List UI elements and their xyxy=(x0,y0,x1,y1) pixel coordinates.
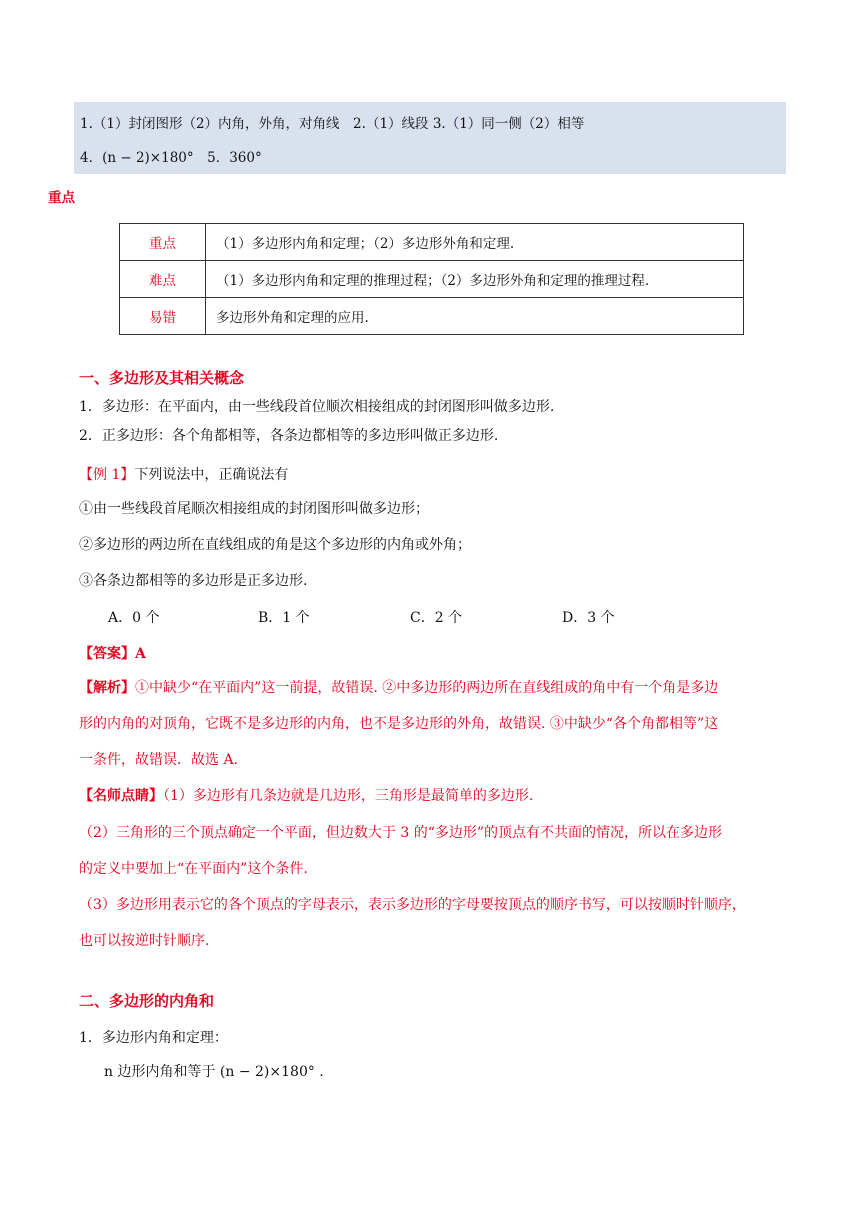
analysis-line-1 xyxy=(79,677,718,697)
answer-line-2: 4．(n − 2)×180° 5．360° xyxy=(80,150,262,166)
statement-1: ①由一些线段首尾顺次相接组成的封闭图形叫做多边形； xyxy=(79,501,429,517)
analysis-line-2: 形的内角的对顶角，它既不是多边形的内角，也不是多边形的外角，故错误. ③中缺少“各个角都相等”这 xyxy=(79,716,719,732)
statement-2: ②多边形的两边所在直线组成的角是这个多边形的内角或外角； xyxy=(79,537,471,553)
tip-line-1 xyxy=(79,785,533,805)
answer-box xyxy=(74,102,786,174)
example-tag: 【例 1】 xyxy=(79,467,135,483)
key-points-title: 重点 xyxy=(48,190,75,206)
analysis-line-3: 一条件，故错误．故选 A. xyxy=(79,752,239,768)
row-text: （1）多边形内角和定理；（2）多边形外角和定理. xyxy=(206,224,744,261)
table-row xyxy=(120,261,744,298)
key-points-table xyxy=(119,223,744,335)
statement-3: ③各条边都相等的多边形是正多边形. xyxy=(79,573,308,589)
section2-heading: 二、多边形的内角和 xyxy=(79,992,215,1010)
answer-line-1: 1.（1）封闭图形（2）内角，外角，对角线 2.（1）线段 3.（1）同一侧（2）相等 xyxy=(80,116,585,132)
theorem-title: 1．多边形内角和定理： xyxy=(79,1030,228,1046)
analysis-text: ①中缺少“在平面内”这一前提，故错误. ②中多边形的两边所在直线组成的角中有一个角是多边 xyxy=(135,680,719,696)
choice-c: C．2 个 xyxy=(410,610,463,626)
tip-3-line-1: （3）多边形用表示它的各个顶点的字母表示，表示多边形的字母要按顶点的顺序书写，可以按顺时针顺序， xyxy=(79,897,746,913)
theorem-formula: n 边形内角和等于 (n − 2)×180° . xyxy=(104,1064,324,1080)
definition-polygon: 1．多边形：在平面内，由一些线段首位顺次相接组成的封闭图形叫做多边形. xyxy=(79,399,555,415)
answer-tag: 【答案】 xyxy=(79,646,135,662)
row-text: （1）多边形内角和定理的推理过程；（2）多边形外角和定理的推理过程. xyxy=(206,261,744,298)
tip-text: （1）多边形有几条边就是几边形，三角形是最简单的多边形. xyxy=(163,788,534,804)
answer-line xyxy=(79,643,146,663)
tip-3-line-2: 也可以按逆时针顺序. xyxy=(79,933,210,949)
row-label: 重点 xyxy=(120,224,206,261)
table-row xyxy=(120,224,744,261)
definition-regular-polygon: 2．正多边形：各个角都相等，各条边都相等的多边形叫做正多边形. xyxy=(79,428,499,444)
choice-b: B．1 个 xyxy=(258,610,310,626)
row-label: 难点 xyxy=(120,261,206,298)
section1-heading: 一、多边形及其相关概念 xyxy=(79,369,245,387)
row-label: 易错 xyxy=(120,298,206,335)
tip-2-line-1: （2）三角形的三个顶点确定一个平面，但边数大于 3 的“多边形”的顶点有不共面的情况，所以在多边形 xyxy=(79,825,723,841)
example-1-prompt xyxy=(79,464,288,484)
example-prompt: 下列说法中，正确说法有 xyxy=(134,467,289,483)
tip-2-line-2: 的定义中要加上“在平面内”这个条件. xyxy=(79,861,308,877)
choice-a: A．0 个 xyxy=(108,610,160,626)
row-text: 多边形外角和定理的应用. xyxy=(206,298,744,335)
answer-value: A xyxy=(135,646,146,662)
choice-d: D．3 个 xyxy=(562,610,615,626)
tip-tag: 【名师点睛】 xyxy=(79,788,163,804)
table-row xyxy=(120,298,744,335)
analysis-tag: 【解析】 xyxy=(79,680,135,696)
